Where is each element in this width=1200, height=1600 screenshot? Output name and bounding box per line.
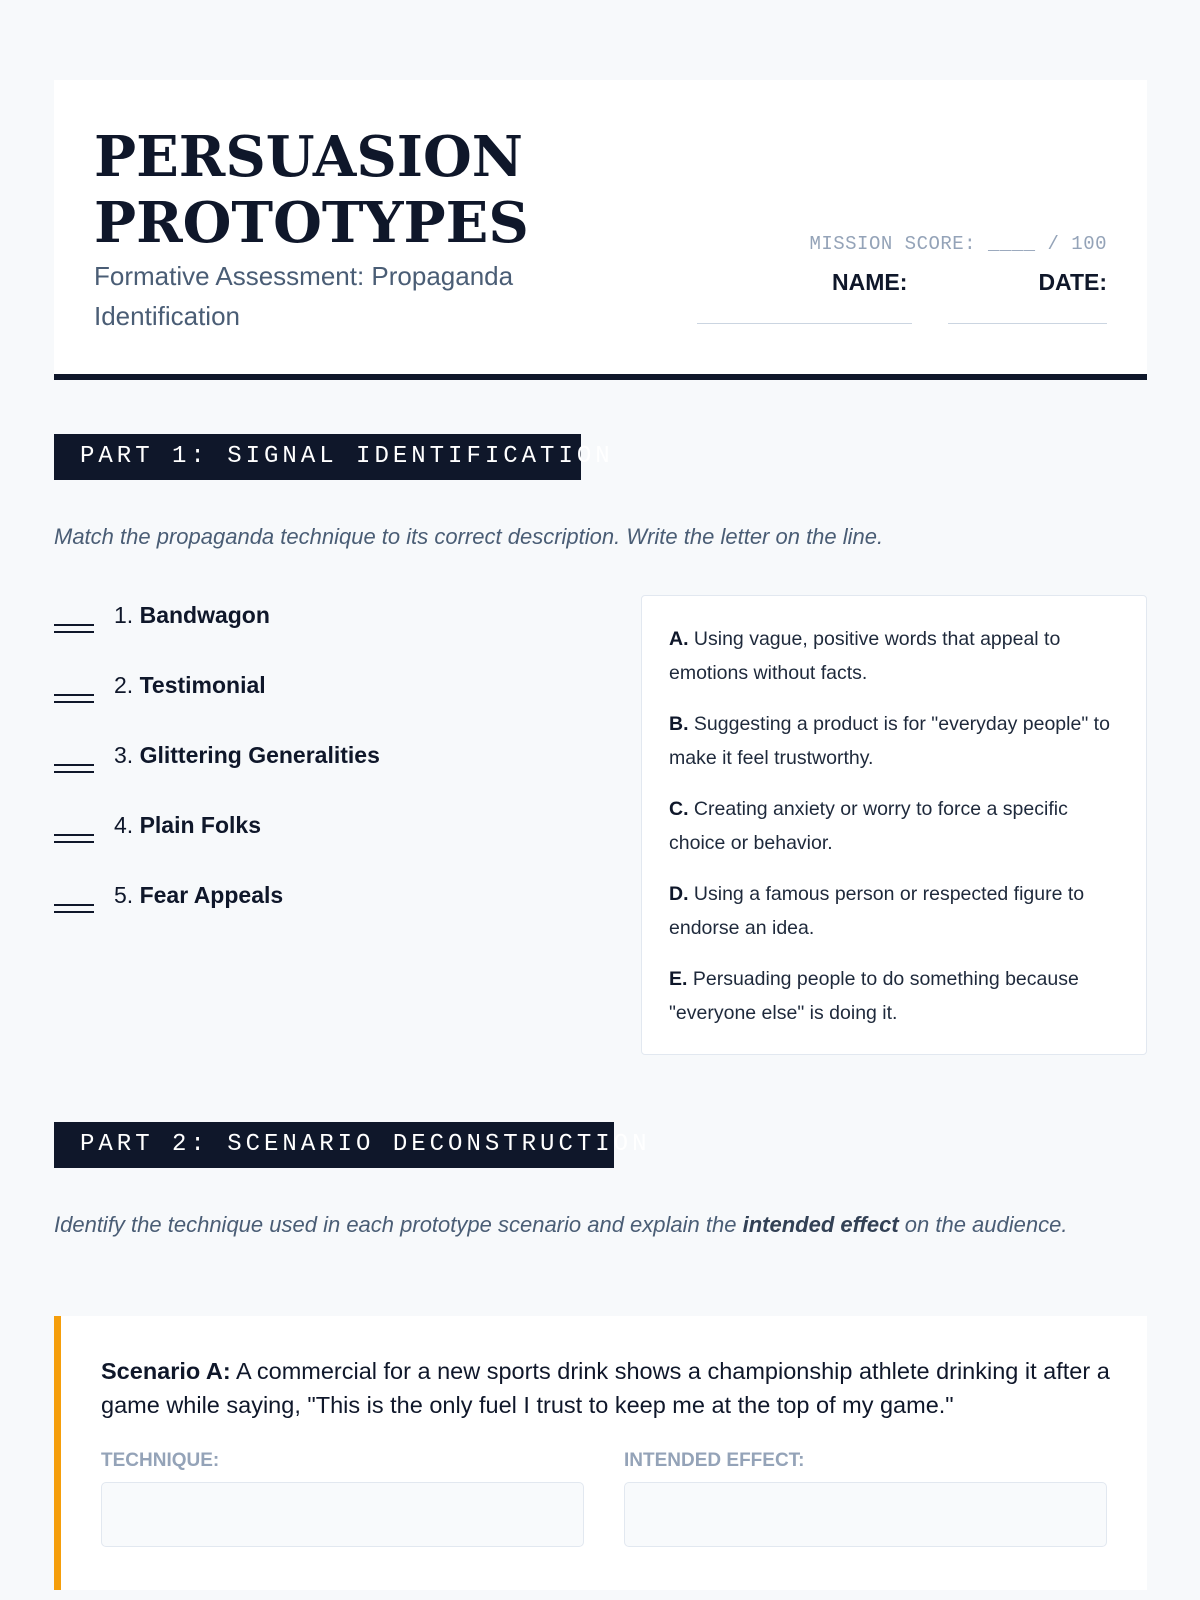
item-term: Bandwagon [139, 602, 270, 628]
name-field[interactable] [697, 323, 912, 324]
definition-letter: D. [669, 883, 689, 905]
date-field[interactable] [948, 323, 1107, 324]
definition-letter: E. [669, 968, 688, 990]
definition-text: Using vague, positive words that appeal to emotions without facts. [669, 628, 1061, 684]
list-item [54, 668, 614, 708]
answer-blank[interactable] [54, 834, 94, 843]
list-item [54, 878, 614, 918]
instruction-emphasis: intended effect [742, 1212, 899, 1237]
mission-score: MISSION SCORE: ____ / 100 [809, 233, 1107, 255]
technique-input[interactable] [101, 1482, 584, 1547]
definition-item [669, 877, 1119, 945]
header-divider [54, 374, 1147, 380]
part2-banner: PART 2: SCENARIO DECONSTRUCTION [54, 1122, 614, 1168]
definition-text: Persuading people to do something because "everyone else" is doing it. [669, 968, 1079, 1024]
answer-blank[interactable] [54, 694, 94, 703]
definition-text: Creating anxiety or worry to force a specific choice or behavior. [669, 798, 1068, 854]
definition-item [669, 792, 1119, 860]
item-number: 2. [114, 672, 134, 698]
item-term: Plain Folks [139, 812, 262, 838]
list-item [54, 738, 614, 778]
item-term: Glittering Generalities [139, 742, 380, 768]
definition-item [669, 962, 1119, 1030]
instruction-text: Identify the technique used in each prototype scenario and explain the [54, 1212, 743, 1237]
instruction-text-end: on the audience. [898, 1212, 1068, 1237]
definition-item [669, 707, 1119, 775]
item-term: Fear Appeals [139, 882, 284, 908]
scenario-label: Scenario A: [101, 1358, 231, 1384]
part1-banner: PART 1: SIGNAL IDENTIFICATION [54, 434, 581, 480]
answer-blank[interactable] [54, 624, 94, 633]
scenario-text [101, 1354, 1111, 1422]
worksheet-header [54, 80, 1147, 380]
effect-label: INTENDED EFFECT: [624, 1450, 805, 1471]
answer-blank[interactable] [54, 764, 94, 773]
part2-instruction [54, 1208, 1147, 1242]
effect-input[interactable] [624, 1482, 1107, 1547]
answer-blank[interactable] [54, 904, 94, 913]
technique-label: TECHNIQUE: [101, 1450, 220, 1471]
item-term: Testimonial [139, 672, 266, 698]
part1-instruction: Match the propaganda technique to its correct description. Write the letter on the line. [54, 524, 884, 549]
definition-text: Using a famous person or respected figure to endorse an idea. [669, 883, 1085, 939]
page-subtitle: Formative Assessment: Propaganda Identification [94, 261, 514, 331]
item-number: 3. [114, 742, 134, 768]
page-title: PERSUASION PROTOTYPES [94, 124, 529, 256]
date-label: DATE: [1038, 269, 1107, 295]
definition-letter: B. [669, 713, 689, 735]
name-label: NAME: [832, 269, 908, 295]
item-number: 1. [114, 602, 134, 628]
definition-item [669, 622, 1119, 690]
item-number: 5. [114, 882, 134, 908]
definition-letter: C. [669, 798, 689, 820]
list-item [54, 598, 614, 638]
definition-text: Suggesting a product is for "everyday people" to make it feel trustworthy. [669, 713, 1110, 769]
scenario-card [54, 1316, 1147, 1590]
item-number: 4. [114, 812, 134, 838]
scenario-description: A commercial for a new sports drink shows a championship athlete drinking it after a game while saying, "This is the only fuel I trust to keep me at the top of my game." [101, 1358, 1110, 1418]
definition-letter: A. [669, 628, 689, 650]
list-item [54, 808, 614, 848]
definitions-box [641, 595, 1147, 1055]
